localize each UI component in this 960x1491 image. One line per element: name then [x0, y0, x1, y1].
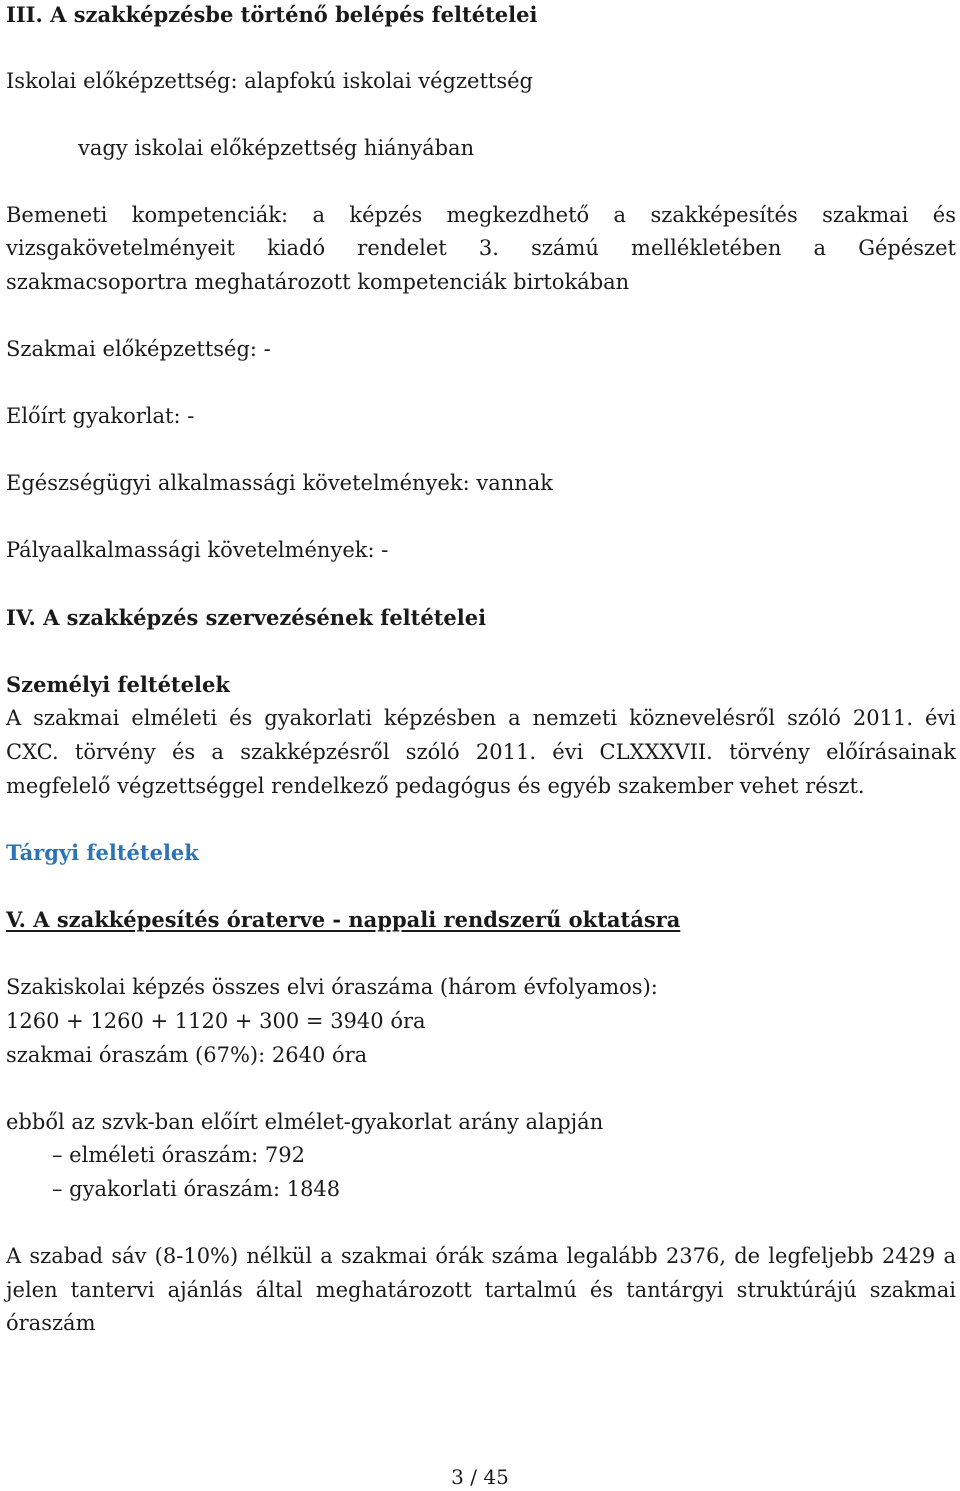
school-prereq-alt: vagy iskolai előképzettség hiányában	[78, 136, 475, 160]
personal-conditions-heading: Személyi feltételek	[6, 672, 230, 697]
theory-hours: – elméleti óraszám: 792	[52, 1143, 305, 1167]
career-requirements: Pályaalkalmassági követelmények: -	[6, 538, 389, 562]
required-practice: Előírt gyakorlat: -	[6, 404, 195, 428]
free-band-line-1: A szabad sáv (8-10%) nélkül a szakmai órák száma legalább 2376, de legfeljebb 2429 a	[6, 1244, 956, 1268]
practice-hours: – gyakorlati óraszám: 1848	[52, 1177, 341, 1201]
input-competencies-line-1: Bemeneti kompetenciák: a képzés megkezdhető a szakképesítés szakmai és	[6, 203, 956, 227]
total-hours-label: Szakiskolai képzés összes elvi óraszáma (három évfolyamos):	[6, 975, 658, 999]
section-4-heading: IV. A szakképzés szervezésének feltételei	[6, 605, 487, 630]
input-competencies-line-3: szakmacsoportra meghatározott kompetenciák birtokában	[6, 270, 630, 294]
free-band-line-2: jelen tantervi ajánlás által meghatározott tartalmú és tantárgyi struktúrájú szakmai	[6, 1278, 956, 1302]
personal-conditions-line-3: megfelelő végzettséggel rendelkező pedagógus és egyéb szakember vehet részt.	[6, 774, 865, 798]
free-band-line-3: óraszám	[6, 1311, 96, 1335]
section-3-heading: III. A szakképzésbe történő belépés feltételei	[6, 2, 538, 27]
health-requirements: Egészségügyi alkalmassági követelmények: vannak	[6, 471, 554, 495]
professional-prereq: Szakmai előképzettség: -	[6, 337, 271, 361]
material-conditions-heading: Tárgyi feltételek	[6, 840, 199, 865]
input-competencies-line-2: vizsgakövetelményeit kiadó rendelet 3. számú mellékletében a Gépészet	[6, 236, 956, 260]
professional-hours: szakmai óraszám (67%): 2640 óra	[6, 1043, 368, 1067]
ratio-intro: ebből az szvk-ban előírt elmélet-gyakorlat arány alapján	[6, 1110, 604, 1134]
personal-conditions-line-1: A szakmai elméleti és gyakorlati képzésben a nemzeti köznevelésről szóló 2011. évi	[6, 706, 956, 730]
section-5-heading: V. A szakképesítés óraterve - nappali rendszerű oktatásra	[6, 907, 681, 932]
school-prereq: Iskolai előképzettség: alapfokú iskolai végzettség	[6, 69, 533, 93]
page-number: 3 / 45	[451, 1465, 509, 1489]
total-hours-formula: 1260 + 1260 + 1120 + 300 = 3940 óra	[6, 1009, 426, 1033]
personal-conditions-line-2: CXC. törvény és a szakképzésről szóló 2011. évi CLXXXVII. törvény előírásainak	[6, 740, 956, 764]
